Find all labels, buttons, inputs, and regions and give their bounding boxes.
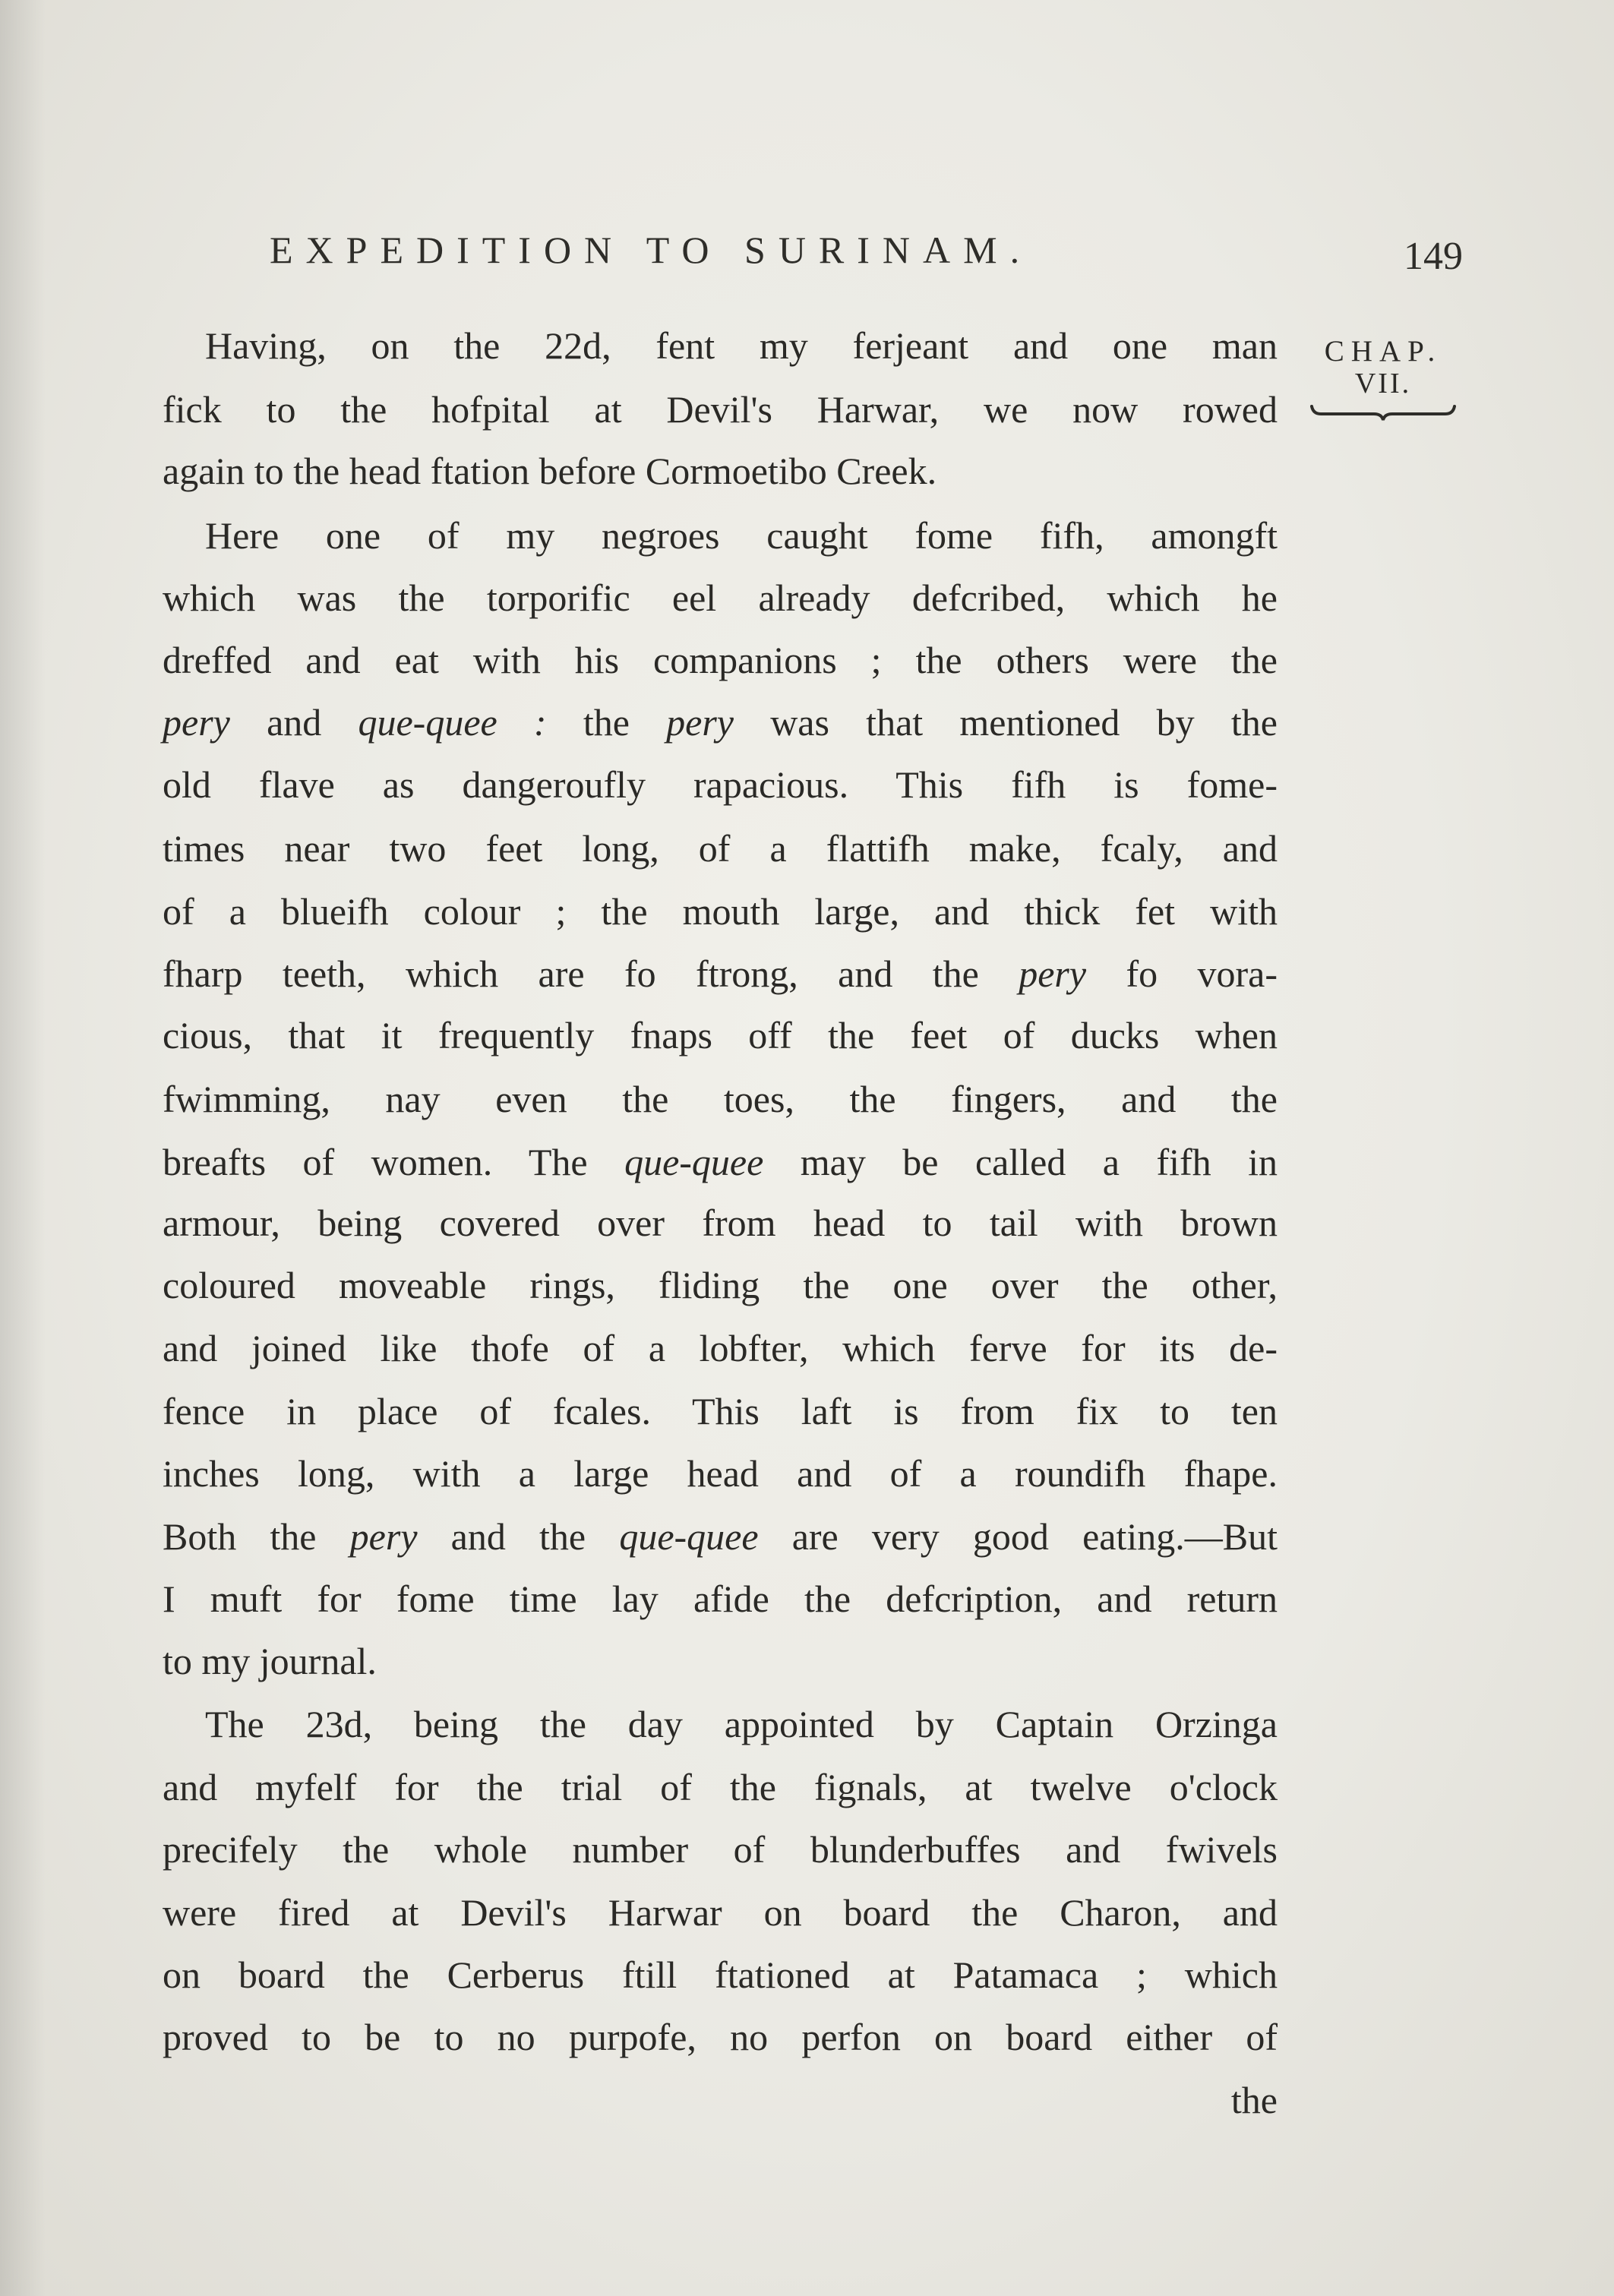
curly-brace-icon: [1307, 402, 1459, 425]
text-line: Having, on the 22d, fent my ferjeant and one man: [205, 324, 1278, 367]
chapter-label: CHAP.: [1324, 335, 1442, 368]
text-line: I muft for fome time lay afide the defcription, and return: [163, 1578, 1278, 1620]
chapter-number: VII.: [1354, 368, 1412, 400]
text-line: dreffed and eat with his companions ; the others were the: [163, 639, 1278, 681]
text-line: and joined like thofe of a lobfter, which ferve for its de-: [163, 1327, 1278, 1369]
text-line: old flave as dangeroufly rapacious. This fifh is fome-: [163, 763, 1278, 806]
text-line: on board the Cerberus ftill ftationed at Patamaca ; which: [163, 1953, 1278, 1996]
text-line: of a blueifh colour ; the mouth large, and thick fet with: [163, 890, 1278, 933]
text-line: again to the head ftation before Cormoetibo Creek.: [163, 450, 937, 492]
italic-term: pery: [666, 701, 734, 744]
text-line: armour, being covered over from head to tail with brown: [163, 1202, 1278, 1244]
text-line: inches long, with a large head and of a roundifh fhape.: [163, 1452, 1278, 1495]
text-line: coloured moveable rings, fliding the one over the other,: [163, 1264, 1278, 1306]
italic-term: que-quee: [619, 1515, 759, 1558]
page-number: 149: [1404, 235, 1463, 278]
text-line: Here one of my negroes caught fome fifh, amongft: [205, 514, 1278, 557]
text-line: fwimming, nay even the toes, the fingers, and the: [163, 1078, 1278, 1120]
text-line: fence in place of fcales. This laft is from fix to ten: [163, 1390, 1278, 1432]
text-line: cious, that it frequently fnaps off the feet of ducks when: [163, 1014, 1278, 1056]
text-line: times near two feet long, of a flattifh make, fcaly, and: [163, 827, 1278, 870]
text-line: to my journal.: [163, 1640, 377, 1682]
text-line: were fired at Devil's Harwar on board the Charon, and: [163, 1891, 1278, 1934]
italic-term: que-quee :: [358, 701, 547, 744]
catchword: the: [1230, 2079, 1278, 2121]
italic-term: que-quee: [624, 1141, 764, 1183]
text-line: proved to be to no purpofe, no perfon on board either of: [163, 2016, 1278, 2058]
text-line: precifely the whole number of blunderbuffes and fwivels: [163, 1828, 1278, 1871]
italic-term: pery: [349, 1515, 418, 1558]
text-line: pery and que-quee : the pery was that mentioned by the: [163, 701, 1278, 744]
text-line: and myfelf for the trial of the fignals, at twelve o'clock: [163, 1766, 1278, 1808]
text-line: Both the pery and the que-quee are very good eating.—But: [163, 1515, 1278, 1558]
gutter-shadow: [0, 0, 46, 2296]
text-line: fick to the hofpital at Devil's Harwar, we now rowed: [163, 388, 1278, 431]
text-line: which was the torporific eel already defcribed, which he: [163, 576, 1278, 619]
text-line: The 23d, being the day appointed by Captain Orzinga: [205, 1703, 1278, 1745]
text-line: breafts of women. The que-quee may be called a fifh in: [163, 1141, 1278, 1183]
marginal-chapter-note: [1303, 334, 1463, 425]
running-head: EXPEDITION TO SURINAM.: [270, 229, 1033, 271]
text-line: fharp teeth, which are fo ftrong, and the pery fo vora-: [163, 952, 1278, 995]
italic-term: pery: [163, 701, 230, 744]
italic-term: pery: [1019, 952, 1087, 995]
